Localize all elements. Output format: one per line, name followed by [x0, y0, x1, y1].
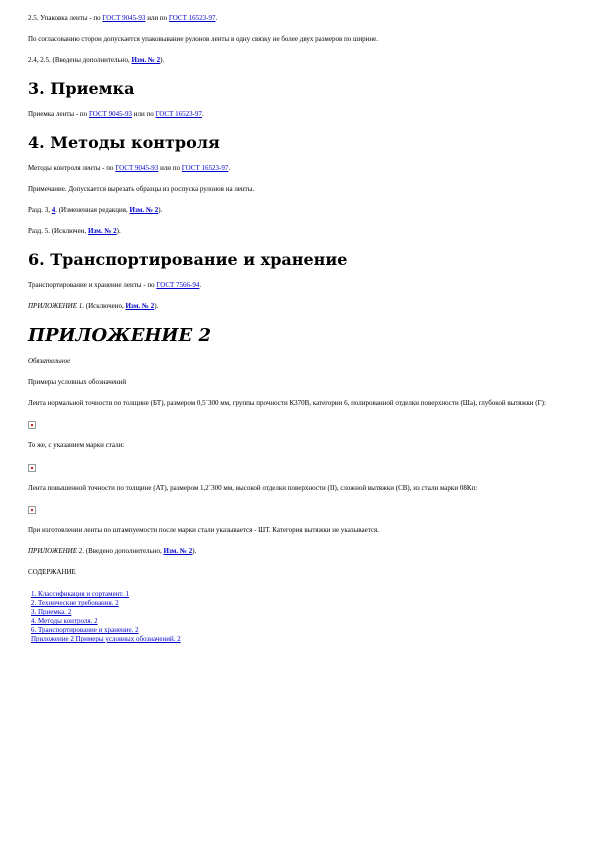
agreement-text: По согласованию сторон допускается упаковывание рулонов ленты в одну связку не более двух размеров по ширине.: [28, 35, 378, 43]
section-5-note: Разд. 5. (Исключен, Изм. № 2).: [28, 227, 121, 235]
heading-acceptance: 3. Приемка: [28, 79, 135, 98]
table-of-contents: [31, 590, 568, 644]
gost-7566-link[interactable]: ГОСТ 7566-94: [156, 281, 200, 289]
mandatory-label: Обязательное: [28, 357, 71, 365]
amendment-2-link[interactable]: Изм. № 2: [131, 56, 161, 64]
toc-item-classification[interactable]: 1. Классификация и сортамент. 1: [31, 590, 129, 598]
gost-9045-link[interactable]: ГОСТ 9045-93: [88, 110, 132, 118]
toc-item-transport[interactable]: 6. Транспортирование и хранение. 2: [31, 626, 139, 634]
examples-title: Примеры условных обозначений: [28, 378, 127, 386]
example-1-text: Лента нормальной точности по толщине (БТ), размером 0,5´300 мм, группы прочности К370В, категории 6, полированной отделки поверхности (Ша), глубокой вытяжки (Г):: [28, 399, 546, 407]
toc-item-methods[interactable]: 4. Методы контроля. 2: [31, 617, 98, 625]
gost-16523-link[interactable]: ГОСТ 16523-97: [155, 110, 203, 118]
toc-item-requirements[interactable]: 2. Технические требования. 2: [31, 599, 119, 607]
heading-methods: 4. Методы контроля: [28, 133, 220, 152]
sections-3-4-note: Разд. 3, 4. (Измененная редакция, Изм. № 2).: [28, 206, 163, 214]
toc-item-acceptance[interactable]: 3. Приемка. 2: [31, 608, 72, 616]
note-text: Примечание. Допускается вырезать образцы из роспуска рулонов на ленты.: [28, 185, 255, 193]
section-4-link[interactable]: 4: [51, 206, 56, 214]
appendix-2-added-note: ПРИЛОЖЕНИЕ 2. (Введено дополнительно, Изм. № 2).: [28, 547, 197, 555]
gost-16523-link[interactable]: ГОСТ 16523-97: [168, 14, 216, 22]
example-2-text: Лента повышенной точности по толщине (АТ), размером 1,2´300 мм, высокой отделки поверхности (II), сложной вытяжки (СВ), из стали марки 08Кп:: [28, 484, 478, 492]
appendix-1-note: ПРИЛОЖЕНИЕ 1. (Исключено, Изм. № 2).: [28, 302, 159, 310]
gost-9045-link[interactable]: ГОСТ 9045-93: [102, 14, 146, 22]
amendment-2-link[interactable]: Изм. № 2: [129, 206, 159, 214]
document-page: [28, 14, 568, 644]
amendment-2-link[interactable]: Изм. № 2: [87, 227, 117, 235]
amendment-2-link[interactable]: Изм. № 2: [163, 547, 193, 555]
broken-image-icon: [28, 506, 36, 514]
methods-text: Методы контроля ленты - по ГОСТ 9045-93 или по ГОСТ 16523-97.: [28, 164, 231, 172]
section-2-4-2-5-note: 2.4, 2.5. (Введены дополнительно, Изм. № 2).: [28, 56, 165, 64]
amendment-2-link[interactable]: Изм. № 2: [125, 302, 155, 310]
appendix-2-title: ПРИЛОЖЕНИЕ 2: [28, 325, 212, 346]
same-with-steel-text: То же, с указанием марки стали:: [28, 441, 125, 449]
contents-title: СОДЕРЖАНИЕ: [28, 568, 76, 576]
acceptance-text: Приемка ленты - по ГОСТ 9045-93 или по ГОСТ 16523-97.: [28, 110, 204, 118]
section-2-5: 2.5. Упаковка ленты - по ГОСТ 9045-93 или по ГОСТ 16523-97.: [28, 14, 218, 22]
broken-image-icon: [28, 421, 36, 429]
gost-9045-link[interactable]: ГОСТ 9045-93: [115, 164, 159, 172]
broken-image-icon: [28, 464, 36, 472]
toc-item-appendix-2[interactable]: Приложение 2 Примеры условных обозначений. 2: [31, 635, 181, 643]
transport-text: Транспортирование и хранение ленты - по ГОСТ 7566-94.: [28, 281, 202, 289]
heading-transport: 6. Транспортирование и хранение: [28, 250, 348, 269]
stamp-note-text: При изготовлении ленты по штампуемости после марки стали указывается - ШТ. Категория вытяжки не указывается.: [28, 526, 379, 534]
gost-16523-link[interactable]: ГОСТ 16523-97: [181, 164, 229, 172]
